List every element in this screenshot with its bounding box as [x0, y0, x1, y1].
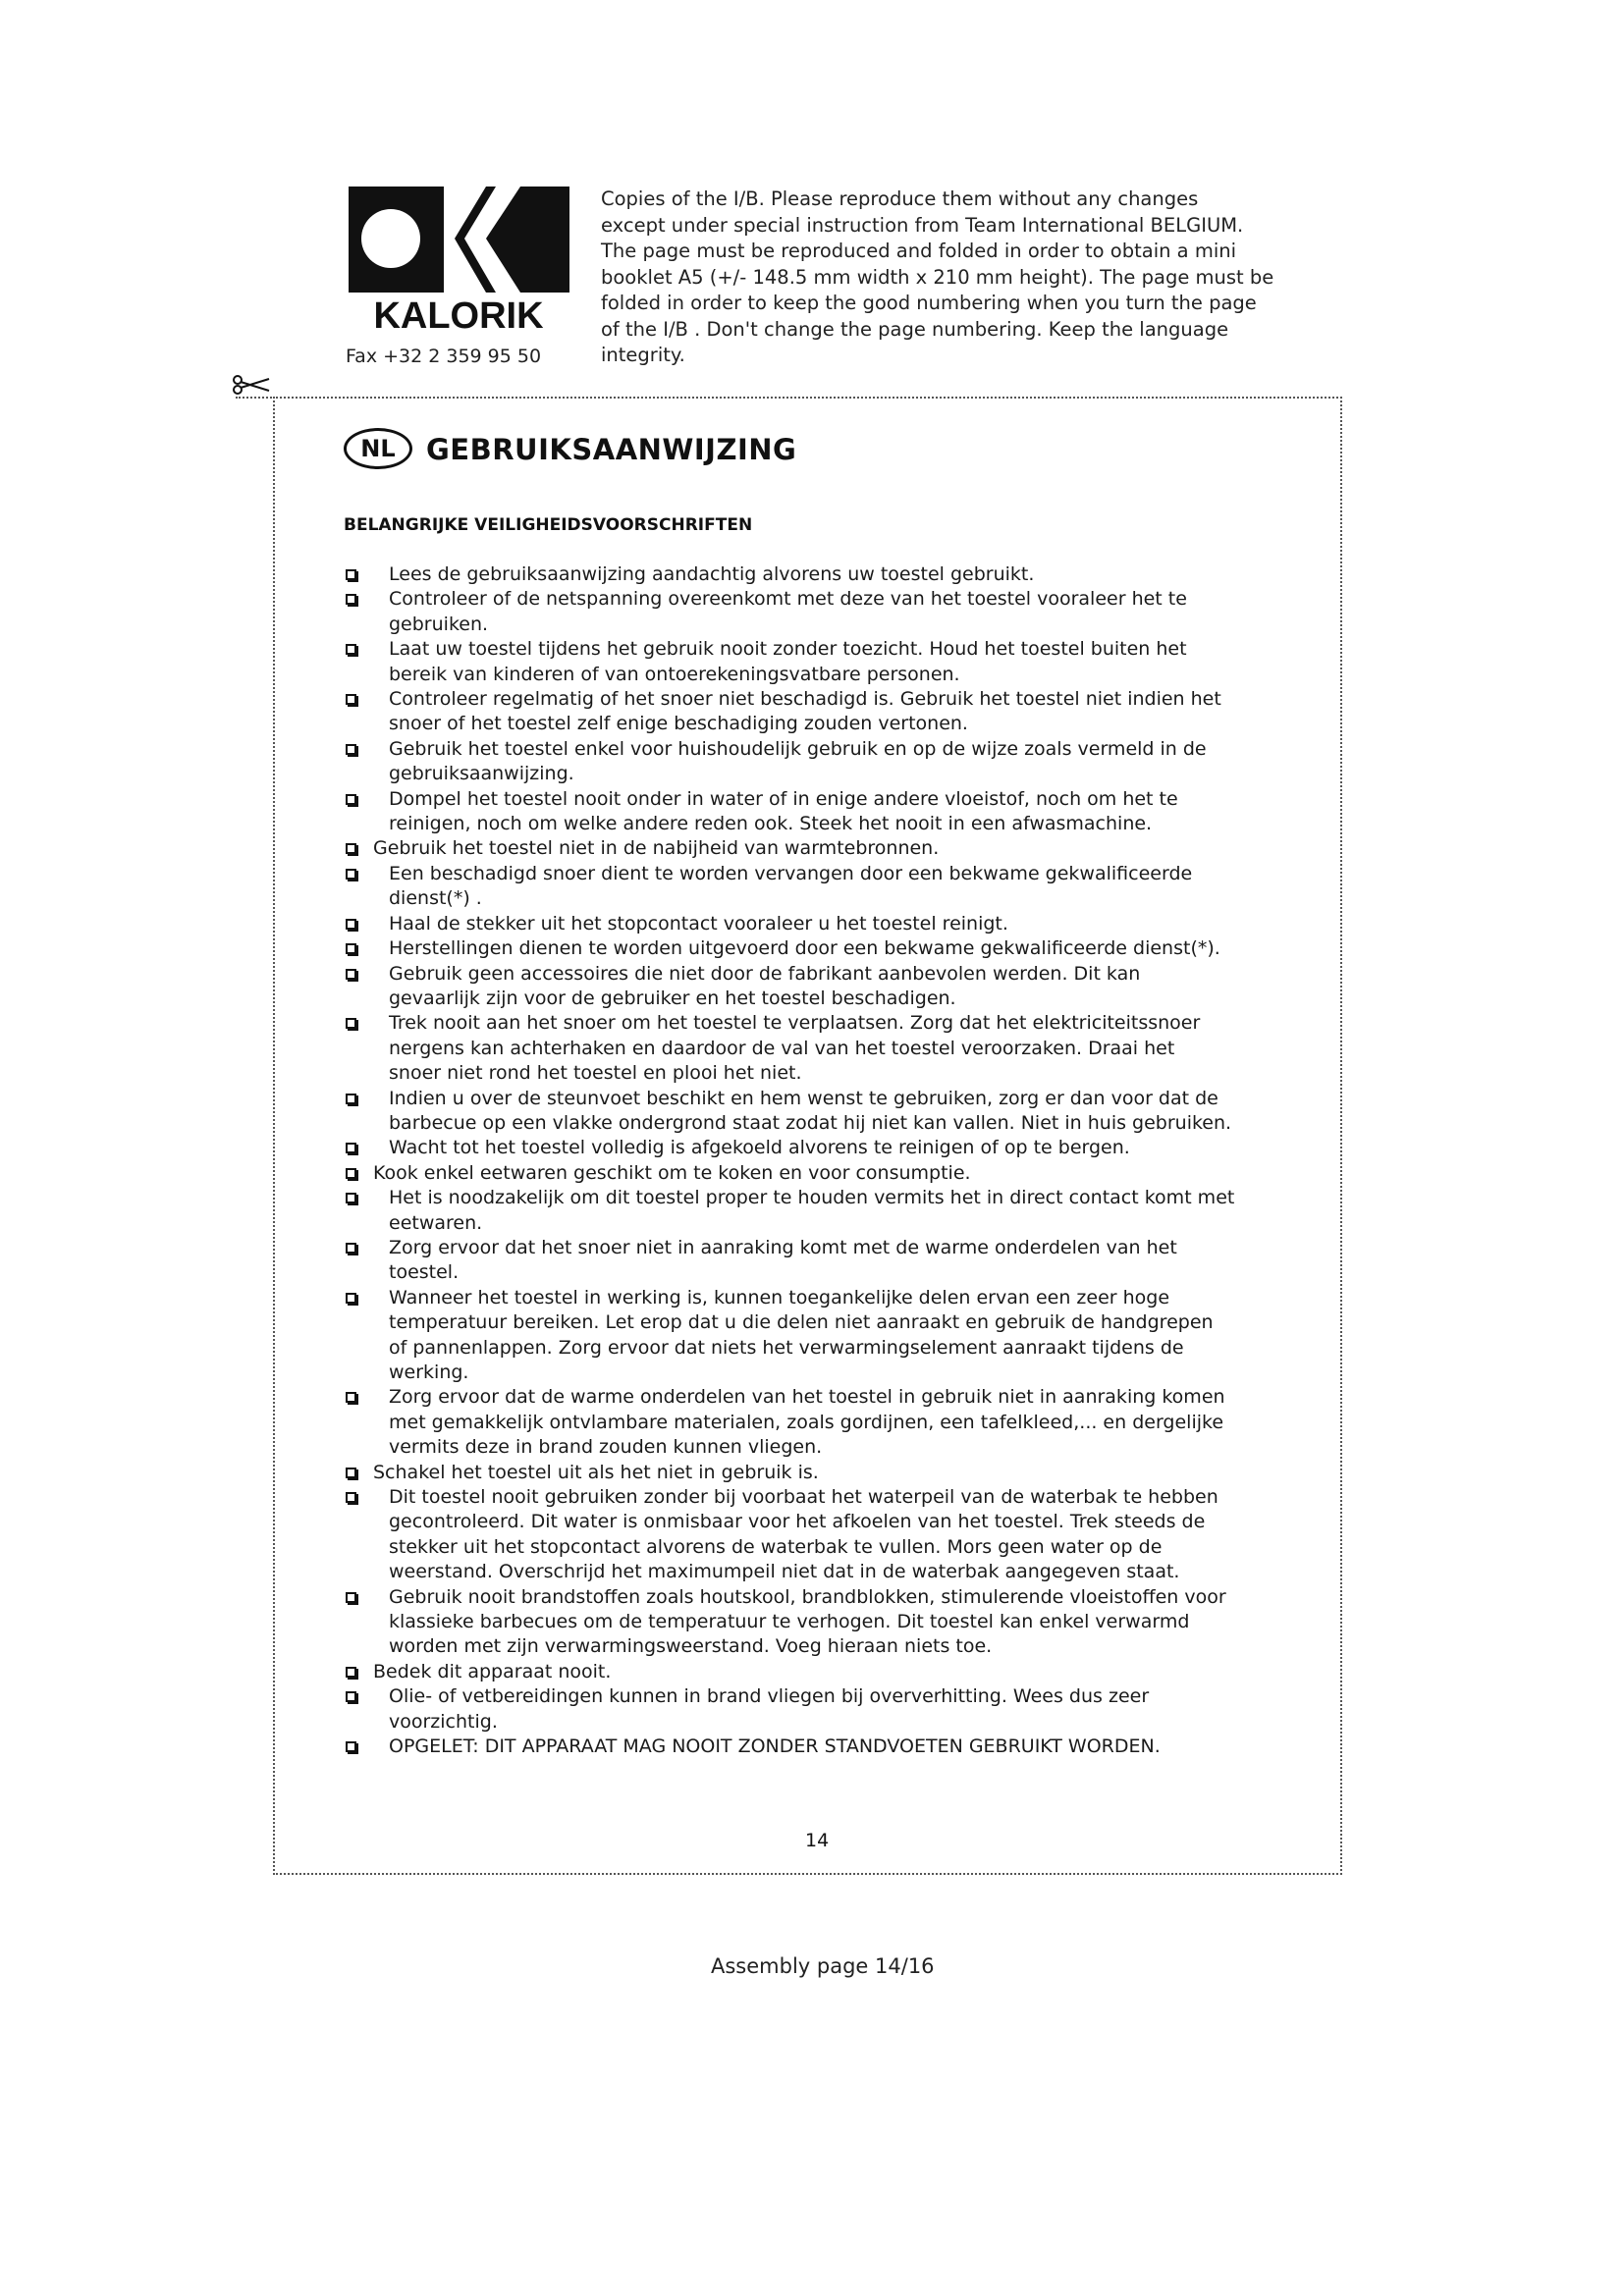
checkbox-bullet-icon — [346, 943, 356, 954]
instruction-line: folded in order to keep the good numbering when you turn the page — [601, 292, 1257, 314]
list-item-line: eetwaren. — [389, 1211, 483, 1234]
page-number: 14 — [805, 1830, 830, 1851]
list-item — [344, 1660, 1306, 1684]
checkbox-bullet-icon — [346, 594, 356, 605]
checkbox-bullet-icon — [346, 1667, 356, 1678]
instruction-line: integrity. — [601, 344, 685, 366]
list-item-line: Kook enkel eetwaren geschikt om te koken en voor consumptie. — [373, 1161, 971, 1184]
fax-number: Fax +32 2 359 95 50 — [346, 346, 542, 367]
list-item-line: Zorg ervoor dat de warme onderdelen van het toestel in gebruik niet in aanraking komen — [389, 1386, 1225, 1409]
checkbox-bullet-icon — [346, 843, 356, 854]
list-item — [344, 637, 1306, 687]
list-item-line: nergens kan achterhaken en daardoor de val van het toestel veroorzaken. Draai het — [389, 1037, 1175, 1059]
list-item-line: Haal de stekker uit het stopcontact vooraleer u het toestel reinigt. — [389, 912, 1008, 934]
list-item-line: werking. — [389, 1362, 469, 1383]
list-item — [344, 562, 1306, 587]
kalorik-logo — [349, 187, 569, 332]
instruction-line: Copies of the I/B. Please reproduce them without any changes — [601, 187, 1199, 210]
checkbox-bullet-icon — [346, 744, 356, 755]
checkbox-bullet-icon — [346, 1143, 356, 1153]
checkbox-bullet-icon — [346, 644, 356, 655]
list-item-line: Wanneer het toestel in werking is, kunnen toegankelijke delen ervan een zeer hoge — [389, 1286, 1170, 1308]
list-item-line: toestel. — [389, 1261, 460, 1284]
safety-list — [344, 562, 1306, 1760]
manual-title: GEBRUIKSAANWIJZING — [426, 433, 797, 466]
checkbox-bullet-icon — [346, 1193, 356, 1203]
list-item-line: Bedek dit apparaat nooit. — [373, 1660, 612, 1682]
list-item-line: of pannenlappen. Zorg ervoor dat niets het verwarmingselement aanraakt tijdens de — [389, 1336, 1184, 1359]
list-item-line: reinigen, noch om welke andere reden ook. Steek het nooit in een afwasmachine. — [389, 813, 1153, 835]
list-item-line: Indien u over de steunvoet beschikt en hem wenst te gebruiken, zorg er dan voor dat de — [389, 1087, 1218, 1109]
checkbox-bullet-icon — [346, 919, 356, 930]
list-item-line: gevaarlijk zijn voor de gebruiker en het toestel beschadigen. — [389, 987, 956, 1009]
list-item — [344, 862, 1306, 912]
list-item — [344, 936, 1306, 961]
checkbox-bullet-icon — [346, 569, 356, 580]
list-item — [344, 737, 1306, 787]
checkbox-bullet-icon — [346, 1468, 356, 1478]
list-item — [344, 1087, 1306, 1137]
checkbox-bullet-icon — [346, 1094, 356, 1104]
list-item-line: Controleer regelmatig of het snoer niet beschadigd is. Gebruik het toestel niet indien het — [389, 688, 1221, 711]
list-item-line: Gebruik het toestel enkel voor huishoudelijk gebruik en op de wijze zoals vermeld in de — [389, 737, 1207, 760]
checkbox-bullet-icon — [346, 1492, 356, 1503]
list-item-line: Zorg ervoor dat het snoer niet in aanraking komt met de warme onderdelen van het — [389, 1236, 1177, 1258]
checkbox-bullet-icon — [346, 969, 356, 980]
svg-text:KALORIK: KALORIK — [373, 295, 544, 332]
list-item-line: voorzichtig. — [389, 1710, 498, 1733]
list-item — [344, 1735, 1306, 1759]
assembly-page: Assembly page 14/16 — [711, 1954, 935, 1978]
checkbox-bullet-icon — [346, 1691, 356, 1702]
list-item-line: stekker uit het stopcontact alvorens de waterbak te vullen. Mors geen water op de — [389, 1535, 1163, 1558]
list-item-line: Controleer of de netspanning overeenkomt met deze van het toestel vooraleer het te — [389, 588, 1187, 611]
checkbox-bullet-icon — [346, 1392, 356, 1403]
language-badge: NL — [344, 428, 412, 469]
list-item — [344, 1585, 1306, 1660]
list-item-line: gebruiksaanwijzing. — [389, 763, 574, 785]
list-item-line: OPGELET: DIT APPARAAT MAG NOOIT ZONDER STANDVOETEN GEBRUIKT WORDEN. — [389, 1735, 1161, 1758]
list-item — [344, 1236, 1306, 1286]
list-item-line: Trek nooit aan het snoer om het toestel te verplaatsen. Zorg dat het elektriciteitssnoer — [389, 1012, 1201, 1035]
cut-line — [236, 397, 275, 399]
list-item-line: vermits deze in brand zouden kunnen vliegen. — [389, 1436, 823, 1459]
scissors-icon — [232, 373, 271, 397]
list-item-line: Dit toestel nooit gebruiken zonder bij voorbaat het waterpeil van de waterbak te hebben — [389, 1486, 1218, 1509]
list-item-line: klassieke barbecues om de temperatuur te verhogen. Dit toestel kan enkel verwarmd — [389, 1611, 1190, 1633]
checkbox-bullet-icon — [346, 794, 356, 805]
list-item-line: Wacht tot het toestel volledig is afgekoeld alvorens te reinigen of op te bergen. — [389, 1137, 1130, 1159]
list-item-line: dienst(*) . — [389, 887, 482, 910]
checkbox-bullet-icon — [346, 1243, 356, 1254]
checkbox-bullet-icon — [346, 1168, 356, 1179]
list-item — [344, 836, 1306, 861]
list-item-line: bereik van kinderen of van ontoerekeningsvatbare personen. — [389, 663, 960, 685]
list-item — [344, 1684, 1306, 1735]
list-item-line: gebruiken. — [389, 613, 489, 635]
instruction-line: booklet A5 (+/- 148.5 mm width x 210 mm height). The page must be — [601, 265, 1274, 289]
reproduction-instructions — [601, 187, 1308, 369]
list-item — [344, 1461, 1306, 1485]
checkbox-bullet-icon — [346, 1741, 356, 1752]
list-item-line: barbecue op een vlakke ondergrond staat zodat hij niet kan vallen. Niet in huis gebruiken. — [389, 1111, 1232, 1134]
list-item-line: temperatuur bereiken. Let erop dat u die delen niet aanraakt en gebruik de handgrepen — [389, 1311, 1214, 1334]
list-item — [344, 787, 1306, 837]
list-item-line: gecontroleerd. Dit water is onmisbaar voor het afkoelen van het toestel. Trek steeds de — [389, 1511, 1206, 1533]
list-item-line: worden met zijn verwarmingsweerstand. Voeg hieraan niets toe. — [389, 1635, 993, 1658]
list-item — [344, 1286, 1306, 1386]
instruction-line: of the I/B . Don't change the page numbering. Keep the language — [601, 317, 1229, 341]
checkbox-bullet-icon — [346, 1018, 356, 1029]
list-item-line: Herstellingen dienen te worden uitgevoerd door een bekwame gekwalificeerde dienst(*). — [389, 937, 1220, 960]
list-item — [344, 1385, 1306, 1460]
list-item-line: Schakel het toestel uit als het niet in gebruik is. — [373, 1461, 819, 1483]
list-item — [344, 1485, 1306, 1585]
list-item-line: Gebruik geen accessoires die niet door de fabrikant aanbevolen werden. Dit kan — [389, 962, 1141, 985]
list-item — [344, 1011, 1306, 1086]
list-item — [344, 1136, 1306, 1160]
list-item-line: Dompel het toestel nooit onder in water of in enige andere vloeistof, noch om het te — [389, 787, 1178, 810]
list-item-line: Olie- of vetbereidingen kunnen in brand vliegen bij oververhitting. Wees dus zeer — [389, 1685, 1150, 1708]
list-item — [344, 687, 1306, 737]
section-heading: BELANGRIJKE VEILIGHEIDSVOORSCHRIFTEN — [344, 515, 753, 535]
list-item-line: snoer of het toestel zelf enige beschadiging zouden vertonen. — [389, 713, 968, 735]
list-item — [344, 1161, 1306, 1186]
list-item — [344, 962, 1306, 1012]
list-item-line: Een beschadigd snoer dient te worden vervangen door een bekwame gekwalificeerde — [389, 862, 1193, 884]
list-item-line: weerstand. Overschrijd het maximumpeil niet dat in de waterbak aangegeven staat. — [389, 1561, 1180, 1583]
checkbox-bullet-icon — [346, 694, 356, 705]
list-item-line: met gemakkelijk ontvlambare materialen, zoals gordijnen, een tafelkleed,... en dergelijke — [389, 1411, 1224, 1433]
list-item-line: Laat uw toestel tijdens het gebruik nooit zonder toezicht. Houd het toestel buiten het — [389, 638, 1187, 661]
instruction-line: except under special instruction from Team International BELGIUM. — [601, 213, 1244, 237]
checkbox-bullet-icon — [346, 869, 356, 880]
list-item-line: snoer niet rond het toestel en plooi het niet. — [389, 1062, 802, 1085]
checkbox-bullet-icon — [346, 1293, 356, 1304]
list-item — [344, 912, 1306, 936]
instruction-line: The page must be reproduced and folded in order to obtain a mini — [601, 240, 1237, 262]
list-item — [344, 587, 1306, 637]
list-item-line: Gebruik het toestel niet in de nabijheid van warmtebronnen. — [373, 837, 940, 860]
list-item — [344, 1186, 1306, 1236]
list-item-line: Gebruik nooit brandstoffen zoals houtskool, brandblokken, stimulerende vloeistoffen voor — [389, 1585, 1226, 1608]
list-item-line: Lees de gebruiksaanwijzing aandachtig alvorens uw toestel gebruikt. — [389, 563, 1035, 585]
list-item-line: Het is noodzakelijk om dit toestel proper te houden vermits het in direct contact komt met — [389, 1187, 1235, 1209]
checkbox-bullet-icon — [346, 1592, 356, 1603]
